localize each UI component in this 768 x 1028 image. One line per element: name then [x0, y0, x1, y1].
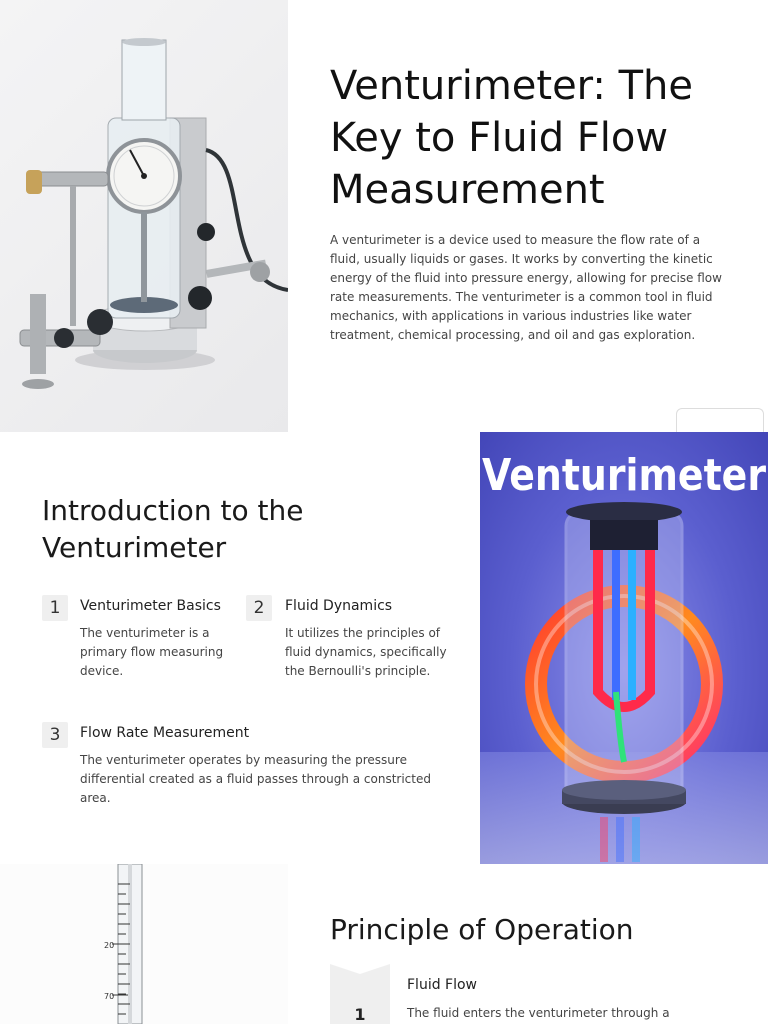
item-title-2: Fluid Dynamics: [285, 598, 393, 614]
intro-title: Introduction to the Venturimeter: [42, 494, 304, 564]
step-number-1: 1: [354, 1005, 366, 1024]
step-title-1: Fluid Flow: [407, 977, 477, 993]
tube-mark-a: 20: [104, 941, 115, 950]
step-badge-1: [330, 964, 390, 1024]
graduated-tube-image: [0, 864, 288, 1024]
item-text-3: The venturimeter operates by measuring the pressure differential created as a fluid passes through a constricted area.: [80, 753, 431, 805]
poster-text: Venturimeter: [482, 450, 767, 501]
venturimeter-poster-image: [480, 432, 768, 864]
item-text-2: It utilizes the principles of fluid dynamics, specifically the Bernoulli's principle.: [285, 626, 447, 678]
principle-title: Principle of Operation: [330, 913, 634, 946]
item-title-1: Venturimeter Basics: [80, 598, 221, 614]
item-number-2: 2: [246, 595, 272, 621]
tube-mark-b: 70: [104, 992, 115, 1001]
venturimeter-device-image: [0, 0, 288, 432]
item-number-3: 3: [42, 722, 68, 748]
hero-title: Venturimeter: The Key to Fluid Flow Measurement: [330, 63, 694, 213]
step-text-1: The fluid enters the venturimeter through a: [407, 1006, 670, 1020]
item-number-1: 1: [42, 595, 68, 621]
hero-description: A venturimeter is a device used to measure the flow rate of a fluid, usually liquids or gases. It works by converting the kinetic energy of the fluid into pressure energy, allowing for precise flow rate measurements. The venturimeter is a common tool in fluid mechanics, with applications in various industries like water treatment, chemical processing, and oil and gas exploration.: [330, 233, 722, 342]
scroll-tab[interactable]: [676, 408, 764, 433]
item-text-1: The venturimeter is a primary flow measuring device.: [80, 626, 224, 678]
item-title-3: Flow Rate Measurement: [80, 725, 250, 741]
